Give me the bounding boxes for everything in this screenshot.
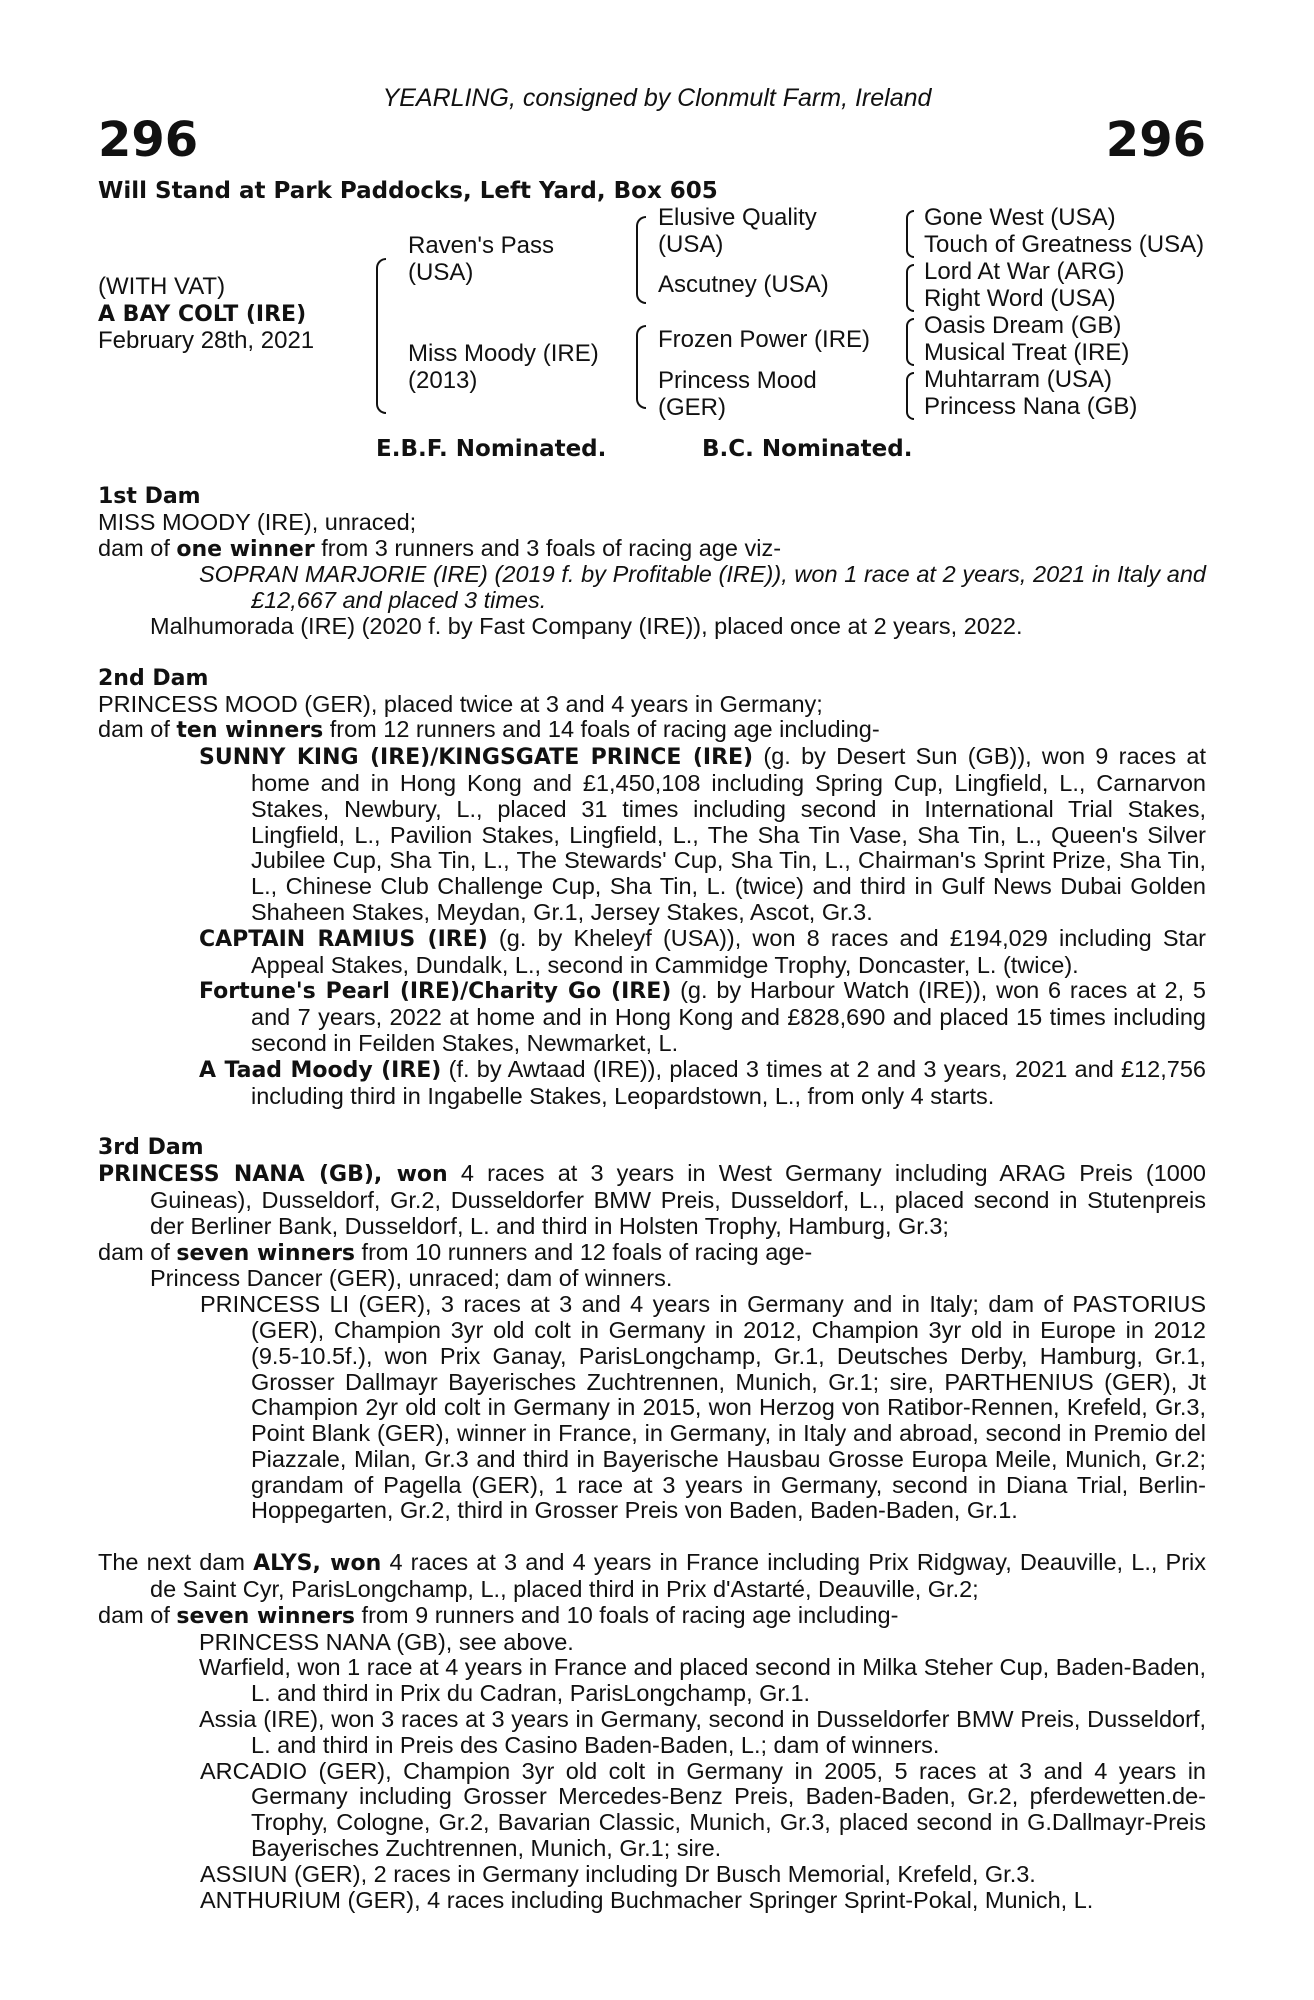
dam-of-prefix: dam of <box>98 716 177 743</box>
horse-name: ALYS, won <box>253 1551 382 1577</box>
granddam-4: Princess Nana (GB) <box>924 393 1138 420</box>
first-dam-produce-summary <box>98 536 1206 563</box>
dam-of-prefix: dam of <box>98 534 177 561</box>
produce-entry: SOPRAN MARJORIE (IRE) (2019 f. by Profitable (IRE)), won 1 race at 2 years, 2021 in Italy and £12,667 and placed 3 times. <box>199 561 1206 614</box>
sire-sire-country: (USA) <box>658 231 724 258</box>
dam-dam-country: (GER) <box>658 394 726 421</box>
dam-of-suffix: from 3 runners and 3 foals of racing age viz- <box>314 534 782 561</box>
horse-name: A Taad Moody (IRE) <box>199 1057 442 1083</box>
grandsire-2: Lord At War (ARG) <box>924 258 1125 285</box>
race-record: 4 races at 3 years in West Germany including ARAG Preis (1000 Guineas), Dusseldorf, Gr.2, Dusseldorfer BMW Preis, Dusseldorf, L., placed second in Stutenpreis der Berliner Bank, Dusseldorf, L. and third in Holsten Trophy, Hamburg, Gr.3; <box>150 1160 1206 1239</box>
ebf-nomination: E.B.F. Nominated. <box>376 436 607 462</box>
produce-entry <box>98 1057 1206 1110</box>
produce-entry: PRINCESS NANA (GB), see above. <box>199 1628 574 1655</box>
race-record: (g. by Harbour Watch (IRE)), won 6 races at 2, 5 and 7 years, 2022 at home and in Hong Kong and £828,690 and placed 15 times including second in Feilden Stakes, Newmarket, L. <box>251 977 1206 1056</box>
horse-name: A BAY COLT (IRE) <box>98 302 307 327</box>
race-record: (f. by Awtaad (IRE)), placed 3 times at 2 and 3 years, 2021 and £12,756 including third in Ingabelle Stakes, Leopardstown, L., from only 4 starts. <box>251 1055 1206 1109</box>
next-dam-line <box>98 1550 1206 1603</box>
third-dam-produce-summary <box>98 1240 1206 1267</box>
produce-entry: Warfield, won 1 race at 4 years in France and placed second in Milka Steher Cup, Baden-Baden, L. and third in Prix du Cadran, ParisLongchamp, Gr.1. <box>199 1654 1206 1707</box>
vat-label: (WITH VAT) <box>98 273 226 300</box>
third-dam-line <box>98 1161 1206 1239</box>
dam-of-suffix: from 12 runners and 14 foals of racing age including- <box>323 716 880 743</box>
grandsire-4: Muhtarram (USA) <box>924 366 1113 393</box>
race-record: (g. by Kheleyf (USA)), won 8 races and £194,029 including Star Appeal Stakes, Dundalk, L., second in Cammidge Trophy, Doncaster, L. (twice). <box>251 924 1206 978</box>
brace-g3 <box>906 318 914 366</box>
winner-count: seven winners <box>176 1240 356 1266</box>
lot-number-right: 296 <box>1105 112 1206 168</box>
brace-sire <box>636 216 646 304</box>
granddam-1: Touch of Greatness (USA) <box>924 231 1205 258</box>
brace-g4 <box>906 372 914 420</box>
granddam-3: Musical Treat (IRE) <box>924 339 1130 366</box>
second-dam-produce-summary <box>98 717 1206 744</box>
produce-entry: Malhumorada (IRE) (2020 f. by Fast Company (IRE)), placed once at 2 years, 2022. <box>150 612 1023 639</box>
dam-dam: Princess Mood <box>658 367 817 394</box>
produce-entry <box>98 978 1206 1056</box>
dam-of-suffix: from 10 runners and 12 foals of racing age- <box>355 1238 813 1265</box>
next-dam-produce-summary <box>98 1603 1206 1630</box>
consignor-line: YEARLING, consigned by Clonmult Farm, Ireland <box>382 84 932 112</box>
brace-generation-1 <box>376 258 386 414</box>
grandsire-1: Gone West (USA) <box>924 204 1116 231</box>
dam-year: (2013) <box>408 367 478 394</box>
sire-country: (USA) <box>408 259 474 286</box>
sire-sire: Elusive Quality <box>658 204 817 231</box>
produce-entry <box>98 926 1206 979</box>
brace-g2 <box>906 264 914 312</box>
granddam-2: Right Word (USA) <box>924 285 1116 312</box>
race-record: (g. by Desert Sun (GB)), won 9 races at home and in Hong Kong and £1,450,108 including Spring Cup, Lingfield, L., Carnarvon Stakes, Newbury, L., placed 31 times including second in International Trial Stakes, Lingfield, L., Pavilion Stakes, Lingfield, L., The Sha Tin Vase, Sha Tin, L., Queen's Silver Jubilee Cup, Sha Tin, L., The Stewards' Cup, Sha Tin, L., Chairman's Sprint Prize, Sha Tin, L., Chinese Club Challenge Cup, Sha Tin, L. (twice) and third in Gulf News Dubai Golden Shaheen Stakes, Meydan, Gr.1, Jersey Stakes, Ascot, Gr.3. <box>251 743 1206 925</box>
produce-entry: PRINCESS LI (GER), 3 races at 3 and 4 years in Germany and in Italy; dam of PASTORIUS (GER), Champion 3yr old colt in Germany in 2012, Champion 3yr old in Europe in 2012 (9.5-10.5f.), won Prix Ganay, ParisLongchamp, Gr.1, Deutsches Derby, Hamburg, Gr.1, Grosser Dallmayr Bayerisches Zuchtrennen, Munich, Gr.1; sire, PARTHENIUS (GER), Jt Champion 2yr old colt in Germany in 2015, won Herzog von Ratibor-Rennen, Krefeld, Gr.3, Point Blank (GER), winner in France, in Germany, in Italy and abroad, second in Premio del Piazzale, Milan, Gr.3 and third in Bayerische Hausbau Grosse Europa Meile, Munich, Gr.2; grandam of Pagella (GER), 1 race at 3 years in Germany, second in Diana Trial, Berlin-Hoppegarten, Gr.2, third in Grosser Preis von Baden, Baden-Baden, Gr.1. <box>200 1291 1206 1524</box>
first-dam-line: MISS MOODY (IRE), unraced; <box>98 508 417 535</box>
horse-dob: February 28th, 2021 <box>98 327 315 354</box>
produce-entry: ARCADIO (GER), Champion 3yr old colt in Germany in 2005, 5 races at 3 and 4 years in Germany including Grosser Mercedes-Benz Preis, Baden-Baden, Gr.2, pferdewetten.de-Trophy, Cologne, Gr.2, Bavarian Classic, Munich, Gr.3, placed second in G.Dallmayr-Preis Bayerisches Zuchtrennen, Munich, Gr.1; sire. <box>200 1757 1206 1862</box>
brace-dam <box>636 325 646 409</box>
dam-of-prefix: dam of <box>98 1238 177 1265</box>
sire-dam: Ascutney (USA) <box>658 271 829 298</box>
produce-entry: Princess Dancer (GER), unraced; dam of winners. <box>150 1265 673 1292</box>
bc-nomination: B.C. Nominated. <box>702 436 913 462</box>
second-dam-line: PRINCESS MOOD (GER), placed twice at 3 and 4 years in Germany; <box>98 690 823 717</box>
produce-entry: ANTHURIUM (GER), 4 races including Buchmacher Springer Sprint-Pokal, Munich, L. <box>200 1886 1094 1913</box>
dam-details <box>98 484 1206 1913</box>
brace-g1 <box>906 210 914 258</box>
horse-name: Fortune's Pearl (IRE)/Charity Go (IRE) <box>199 979 672 1005</box>
dam-name: Miss Moody (IRE) <box>408 340 599 367</box>
next-dam-intro: The next dam <box>98 1549 254 1576</box>
first-dam-heading: 1st Dam <box>98 484 201 509</box>
horse-name: CAPTAIN RAMIUS (IRE) <box>199 926 488 952</box>
produce-entry: Assia (IRE), won 3 races at 3 years in Germany, second in Dusseldorfer BMW Preis, Dusseldorf, L. and third in Preis des Casino Baden-Baden, L.; dam of winners. <box>199 1706 1206 1758</box>
winner-count: seven winners <box>176 1603 356 1629</box>
second-dam-heading: 2nd Dam <box>98 665 209 691</box>
produce-entry: ASSIUN (GER), 2 races in Germany including Dr Busch Memorial, Krefeld, Gr.3. <box>200 1860 1036 1887</box>
horse-name: SUNNY KING (IRE)/KINGSGATE PRINCE (IRE) <box>199 745 754 771</box>
sire-name: Raven's Pass <box>408 232 554 259</box>
winner-count: ten winners <box>176 718 324 744</box>
dam-of-suffix: from 9 runners and 10 foals of racing age including- <box>355 1601 899 1628</box>
third-dam-heading: 3rd Dam <box>98 1135 204 1161</box>
horse-name: PRINCESS NANA (GB), won <box>98 1162 448 1188</box>
grandsire-3: Oasis Dream (GB) <box>924 312 1122 339</box>
stand-location: Will Stand at Park Paddocks, Left Yard, Box 605 <box>98 178 718 204</box>
race-record: 4 races at 3 and 4 years in France including Prix Ridgway, Deauville, L., Prix de Saint Cyr, ParisLongchamp, L., placed third in Prix d'Astarté, Deauville, Gr.2; <box>150 1549 1207 1603</box>
dam-sire: Frozen Power (IRE) <box>658 326 871 353</box>
winner-count: one winner <box>176 536 315 562</box>
dam-of-prefix: dam of <box>98 1601 177 1628</box>
lot-number-left: 296 <box>98 112 199 168</box>
produce-entry <box>98 744 1206 926</box>
